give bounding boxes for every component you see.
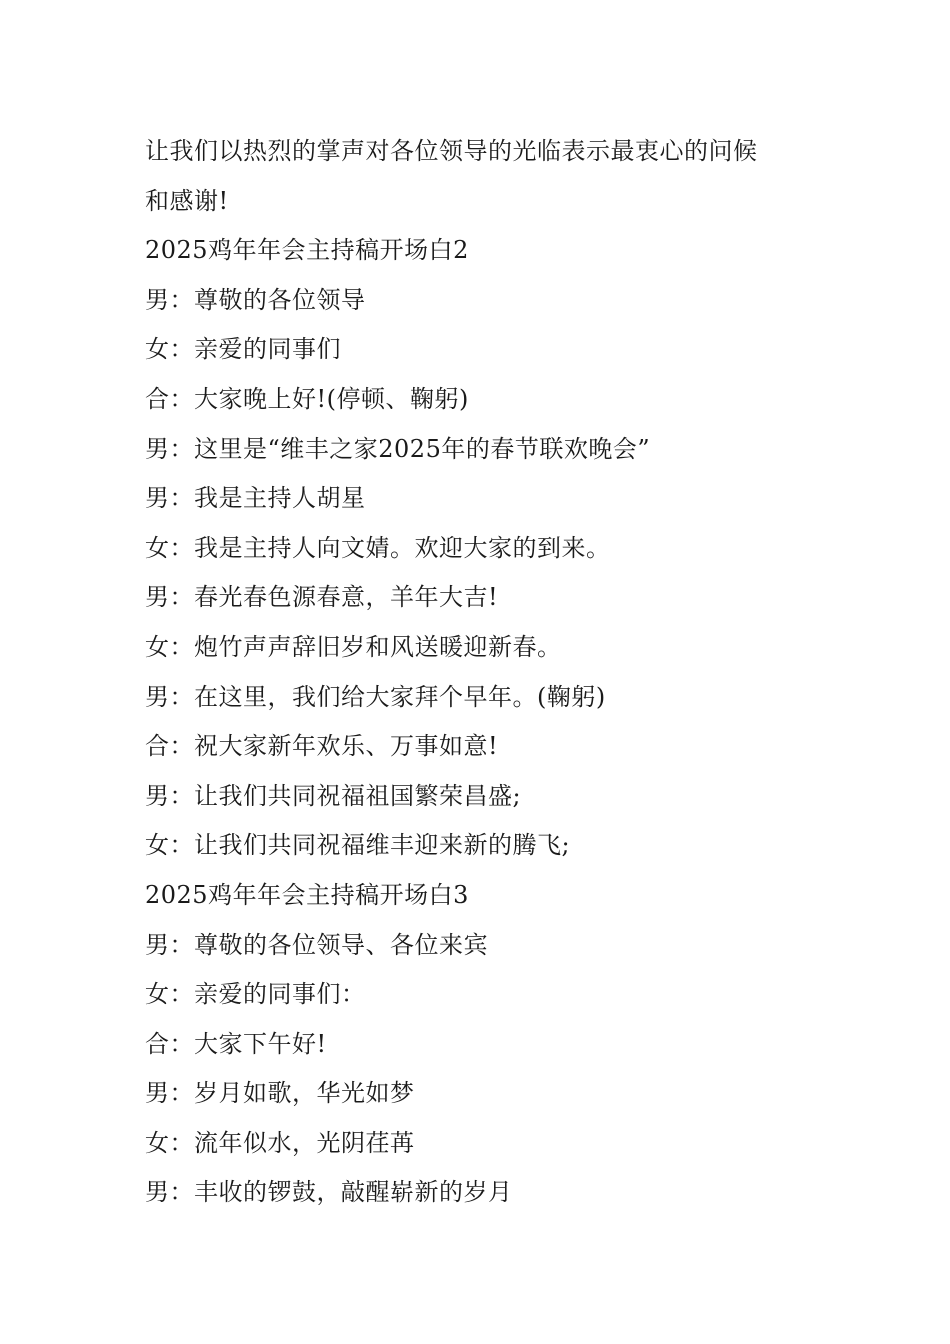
dialogue-line: 男：在这里，我们给大家拜个早年。(鞠躬)	[145, 682, 606, 711]
dialogue-line: 男：春光春色源春意，羊年大吉!	[145, 583, 499, 612]
dialogue-line: 合：大家下午好!	[145, 1029, 327, 1058]
text-line: 让我们以热烈的掌声对各位领导的光临表示最衷心的问候	[145, 137, 758, 165]
text-line: 和感谢!	[145, 186, 229, 215]
dialogue-line: 男：让我们共同祝福祖国繁荣昌盛;	[145, 781, 522, 810]
dialogue-line: 男：我是主持人胡星	[145, 484, 366, 513]
dialogue-line: 男：尊敬的各位领导、各位来宾	[145, 930, 488, 959]
dialogue-line: 男：尊敬的各位领导	[145, 285, 366, 314]
dialogue-line: 合：祝大家新年欢乐、万事如意!	[145, 732, 499, 761]
dialogue-line: 女：让我们共同祝福维丰迎来新的腾飞;	[145, 831, 571, 860]
dialogue-line: 男：岁月如歌，华光如梦	[145, 1079, 415, 1108]
dialogue-line: 合：大家晚上好!(停顿、鞠躬)	[145, 384, 469, 413]
dialogue-line: 女：炮竹声声辞旧岁和风送暖迎新春。	[145, 632, 562, 661]
dialogue-line: 男：这里是“维丰之家2025年的春节联欢晚会”	[145, 434, 651, 463]
document-body	[145, 127, 815, 1218]
dialogue-line: 女：亲爱的同事们	[145, 335, 341, 364]
section-heading: 2025鸡年年会主持稿开场白3	[145, 880, 469, 909]
section-heading: 2025鸡年年会主持稿开场白2	[145, 236, 469, 265]
dialogue-line: 女：流年似水，光阴荏苒	[145, 1128, 415, 1157]
dialogue-line: 男：丰收的锣鼓，敲醒崭新的岁月	[145, 1178, 513, 1207]
dialogue-line: 女：我是主持人向文婧。欢迎大家的到来。	[145, 533, 611, 562]
dialogue-line: 女：亲爱的同事们：	[145, 980, 366, 1009]
